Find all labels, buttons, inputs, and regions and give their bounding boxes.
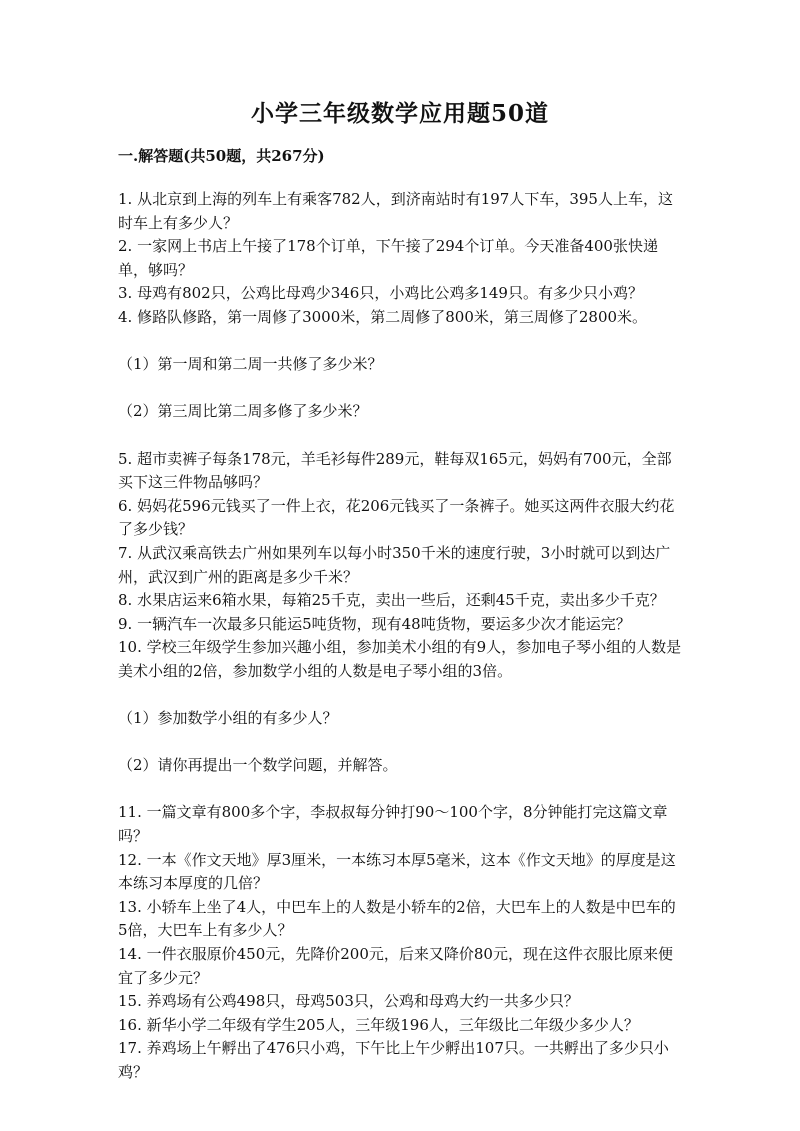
spacer [118, 731, 682, 755]
section-heading: 一.解答题(共50题，共267分) [118, 147, 325, 165]
spacer [118, 424, 682, 448]
spacer [118, 377, 682, 401]
question-item: 13. 小轿车上坐了4人，中巴车上的人数是小轿车的2倍，大巴车上的人数是中巴车的5倍，大巴车上有多少人？ [118, 897, 676, 940]
question-item: 12. 一本《作文天地》厚3厘米，一本练习本厚5毫米，这本《作文天地》的厚度是这本练习本厚度的几倍？ [118, 850, 676, 893]
question-item: 16. 新华小学二年级有学生205人，三年级196人，三年级比二年级少多少人？ [118, 1015, 639, 1034]
question-item: 17. 养鸡场上午孵出了476只小鸡，下午比上午少孵出107只。一共孵出了多少只小鸡？ [118, 1039, 669, 1081]
spacer [118, 683, 682, 707]
question-item: 14. 一件衣服原价450元，先降价200元，后来又降价80元，现在这件衣服比原来便宜了多少元？ [118, 945, 673, 987]
question-item: 5. 超市卖裤子每条178元，羊毛衫每件289元，鞋每双165元，妈妈有700元，全部买下这三件物品够吗？ [118, 449, 672, 492]
question-item: 10. 学校三年级学生参加兴趣小组，参加美术小组的有9人，参加电子琴小组的人数是美术小组的2倍，参加数学小组的人数是电子琴小组的3倍。 [118, 638, 682, 680]
question-item: 8. 水果店运来6箱水果，每箱25千克，卖出一些后，还剩45千克，卖出多少千克？ [118, 591, 665, 610]
sub-question-item: （1）参加数学小组的有多少人？ [118, 709, 338, 728]
question-item: 9. 一辆汽车一次最多只能运5吨货物，现有48吨货物，要运多少次才能运完？ [118, 614, 631, 633]
question-item: 7. 从武汉乘高铁去广州如果列车以每小时350千米的速度行驶，3小时就可以到达广州，武汉到广州的距离是多少千米？ [118, 543, 671, 586]
sub-question-item: （2）请你再提出一个数学问题，并解答。 [118, 756, 398, 775]
question-item: 4. 修路队修路，第一周修了3000米，第二周修了800米，第三周修了2800米。 [118, 307, 648, 326]
spacer [118, 330, 682, 354]
sub-question-item: （1）第一周和第二周一共修了多少米？ [118, 355, 383, 374]
question-item: 15. 养鸡场有公鸡498只，母鸡503只，公鸡和母鸡大约一共多少只？ [118, 992, 579, 1011]
page-title: 小学三年级数学应用题50道 [250, 100, 549, 127]
question-item: 3. 母鸡有802只，公鸡比母鸡少346只，小鸡比公鸡多149只。有多少只小鸡？ [118, 284, 643, 303]
spacer [118, 778, 682, 802]
sub-question-item: （2）第三周比第二周多修了多少米？ [118, 402, 368, 421]
question-item: 11. 一篇文章有800多个字，李叔叔每分钟打90～100个字，8分钟能打完这篇文章吗？ [118, 803, 668, 846]
question-item: 1. 从北京到上海的列车上有乘客782人，到济南站时有197人下车，395人上车，这时车上有多少人？ [118, 190, 673, 232]
question-item: 6. 妈妈花596元钱买了一件上衣，花206元钱买了一条裤子。她买这两件衣服大约花了多少钱？ [118, 496, 675, 539]
question-list [118, 188, 682, 1085]
question-item: 2. 一家网上书店上午接了178个订单，下午接了294个订单。今天准备400张快递单，够吗？ [118, 237, 658, 279]
